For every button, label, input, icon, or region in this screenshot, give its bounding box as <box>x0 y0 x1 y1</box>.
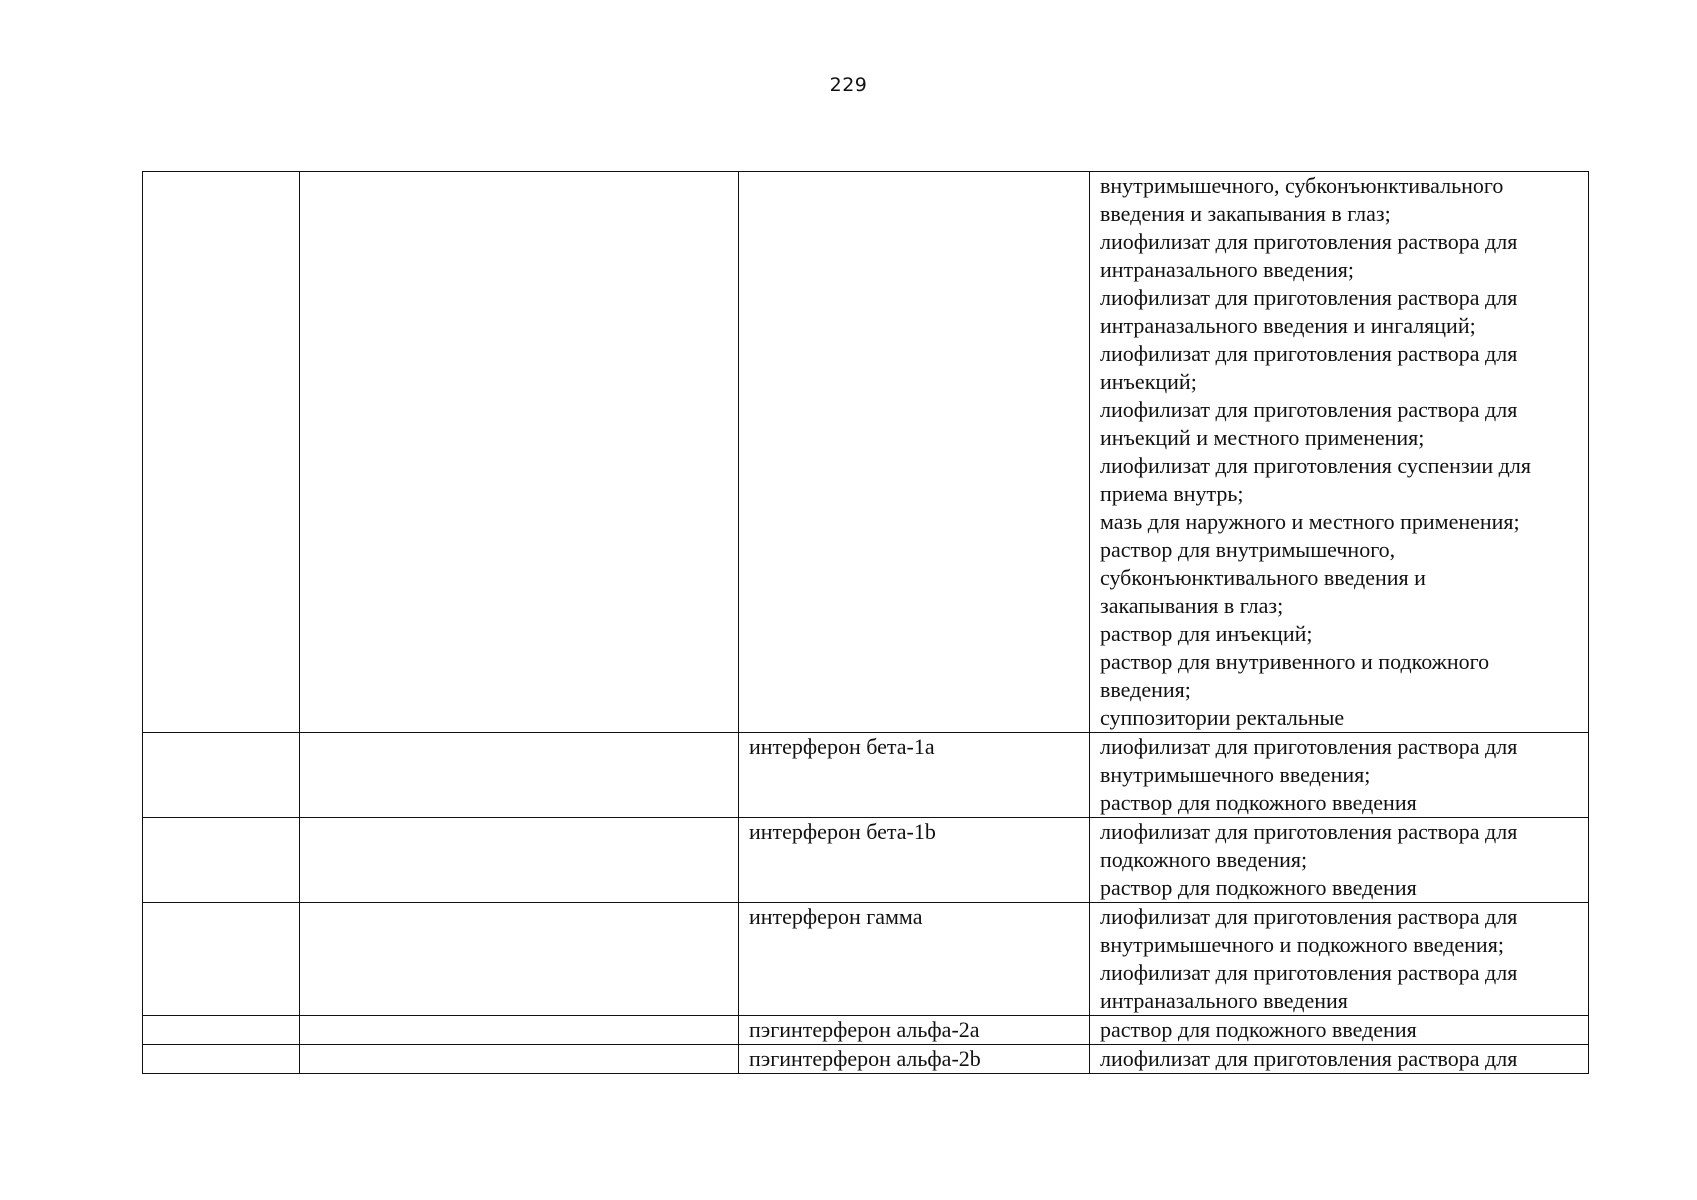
group-cell <box>300 1045 739 1074</box>
dosage-form-line: лиофилизат для приготовления раствора для <box>1100 229 1518 254</box>
code-cell <box>143 1016 300 1045</box>
table-row <box>143 1016 1589 1045</box>
dosage-form-line: суппозитории ректальные <box>1100 705 1345 730</box>
dosage-form-line: раствор для внутримышечного, <box>1100 537 1396 562</box>
dosage-form-line: лиофилизат для приготовления раствора для <box>1100 734 1518 759</box>
table-body <box>143 172 1589 1074</box>
dosage-form-line: интраназального введения; <box>1100 257 1354 282</box>
dosage-form-line: раствор для внутривенного и подкожного <box>1100 649 1490 674</box>
dosage-forms-cell <box>1090 818 1589 903</box>
page-number: 229 <box>829 74 868 96</box>
table-row <box>143 172 1589 733</box>
drug-name-cell: пэгинтерферон альфа-2b <box>739 1045 1090 1074</box>
dosage-form-line: раствор для подкожного введения <box>1100 875 1417 900</box>
dosage-form-line: закапывания в глаз; <box>1100 593 1284 618</box>
dosage-form-line: внутримышечного, субконъюнктивального <box>1100 173 1504 198</box>
code-cell <box>143 818 300 903</box>
dosage-form-line: лиофилизат для приготовления суспензии для <box>1100 453 1531 478</box>
code-cell <box>143 172 300 733</box>
dosage-form-line: интраназального введения <box>1100 988 1348 1013</box>
dosage-form-line: введения; <box>1100 677 1191 702</box>
group-cell <box>300 1016 739 1045</box>
dosage-form-line: внутримышечного и подкожного введения; <box>1100 932 1504 957</box>
group-cell <box>300 733 739 818</box>
dosage-form-line: подкожного введения; <box>1100 847 1308 872</box>
dosage-form-line: лиофилизат для приготовления раствора для <box>1100 960 1518 985</box>
dosage-form-line: лиофилизат для приготовления раствора для <box>1100 341 1518 366</box>
dosage-form-line: раствор для подкожного введения <box>1100 1017 1417 1042</box>
dosage-form-line: раствор для инъекций; <box>1100 621 1313 646</box>
dosage-forms-cell <box>1090 1045 1589 1074</box>
drug-name-cell: интерферон бета-1b <box>739 818 1090 903</box>
dosage-form-line: лиофилизат для приготовления раствора для <box>1100 397 1518 422</box>
drug-table <box>142 171 1589 1074</box>
dosage-forms-cell <box>1090 172 1589 733</box>
dosage-form-line: внутримышечного введения; <box>1100 762 1371 787</box>
dosage-form-line: лиофилизат для приготовления раствора для <box>1100 285 1518 310</box>
group-cell <box>300 818 739 903</box>
table-row <box>143 818 1589 903</box>
dosage-form-line: введения и закапывания в глаз; <box>1100 201 1391 226</box>
group-cell <box>300 903 739 1016</box>
code-cell <box>143 903 300 1016</box>
dosage-form-line: лиофилизат для приготовления раствора для <box>1100 1046 1518 1071</box>
drug-name-cell: интерферон бета-1a <box>739 733 1090 818</box>
drug-name-cell <box>739 172 1090 733</box>
dosage-form-line: лиофилизат для приготовления раствора для <box>1100 904 1518 929</box>
dosage-forms-cell <box>1090 733 1589 818</box>
drug-name-cell: интерферон гамма <box>739 903 1090 1016</box>
dosage-forms-cell <box>1090 1016 1589 1045</box>
drug-name-cell: пэгинтерферон альфа-2a <box>739 1016 1090 1045</box>
dosage-form-line: инъекций; <box>1100 369 1197 394</box>
table-row <box>143 733 1589 818</box>
dosage-form-line: инъекций и местного применения; <box>1100 425 1425 450</box>
dosage-form-line: раствор для подкожного введения <box>1100 790 1417 815</box>
dosage-form-line: интраназального введения и ингаляций; <box>1100 313 1476 338</box>
table-row <box>143 903 1589 1016</box>
code-cell <box>143 1045 300 1074</box>
dosage-form-line: мазь для наружного и местного применения; <box>1100 509 1520 534</box>
code-cell <box>143 733 300 818</box>
group-cell <box>300 172 739 733</box>
table-row <box>143 1045 1589 1074</box>
dosage-form-line: приема внутрь; <box>1100 481 1244 506</box>
dosage-form-line: субконъюнктивального введения и <box>1100 565 1426 590</box>
dosage-form-line: лиофилизат для приготовления раствора для <box>1100 819 1518 844</box>
dosage-forms-cell <box>1090 903 1589 1016</box>
